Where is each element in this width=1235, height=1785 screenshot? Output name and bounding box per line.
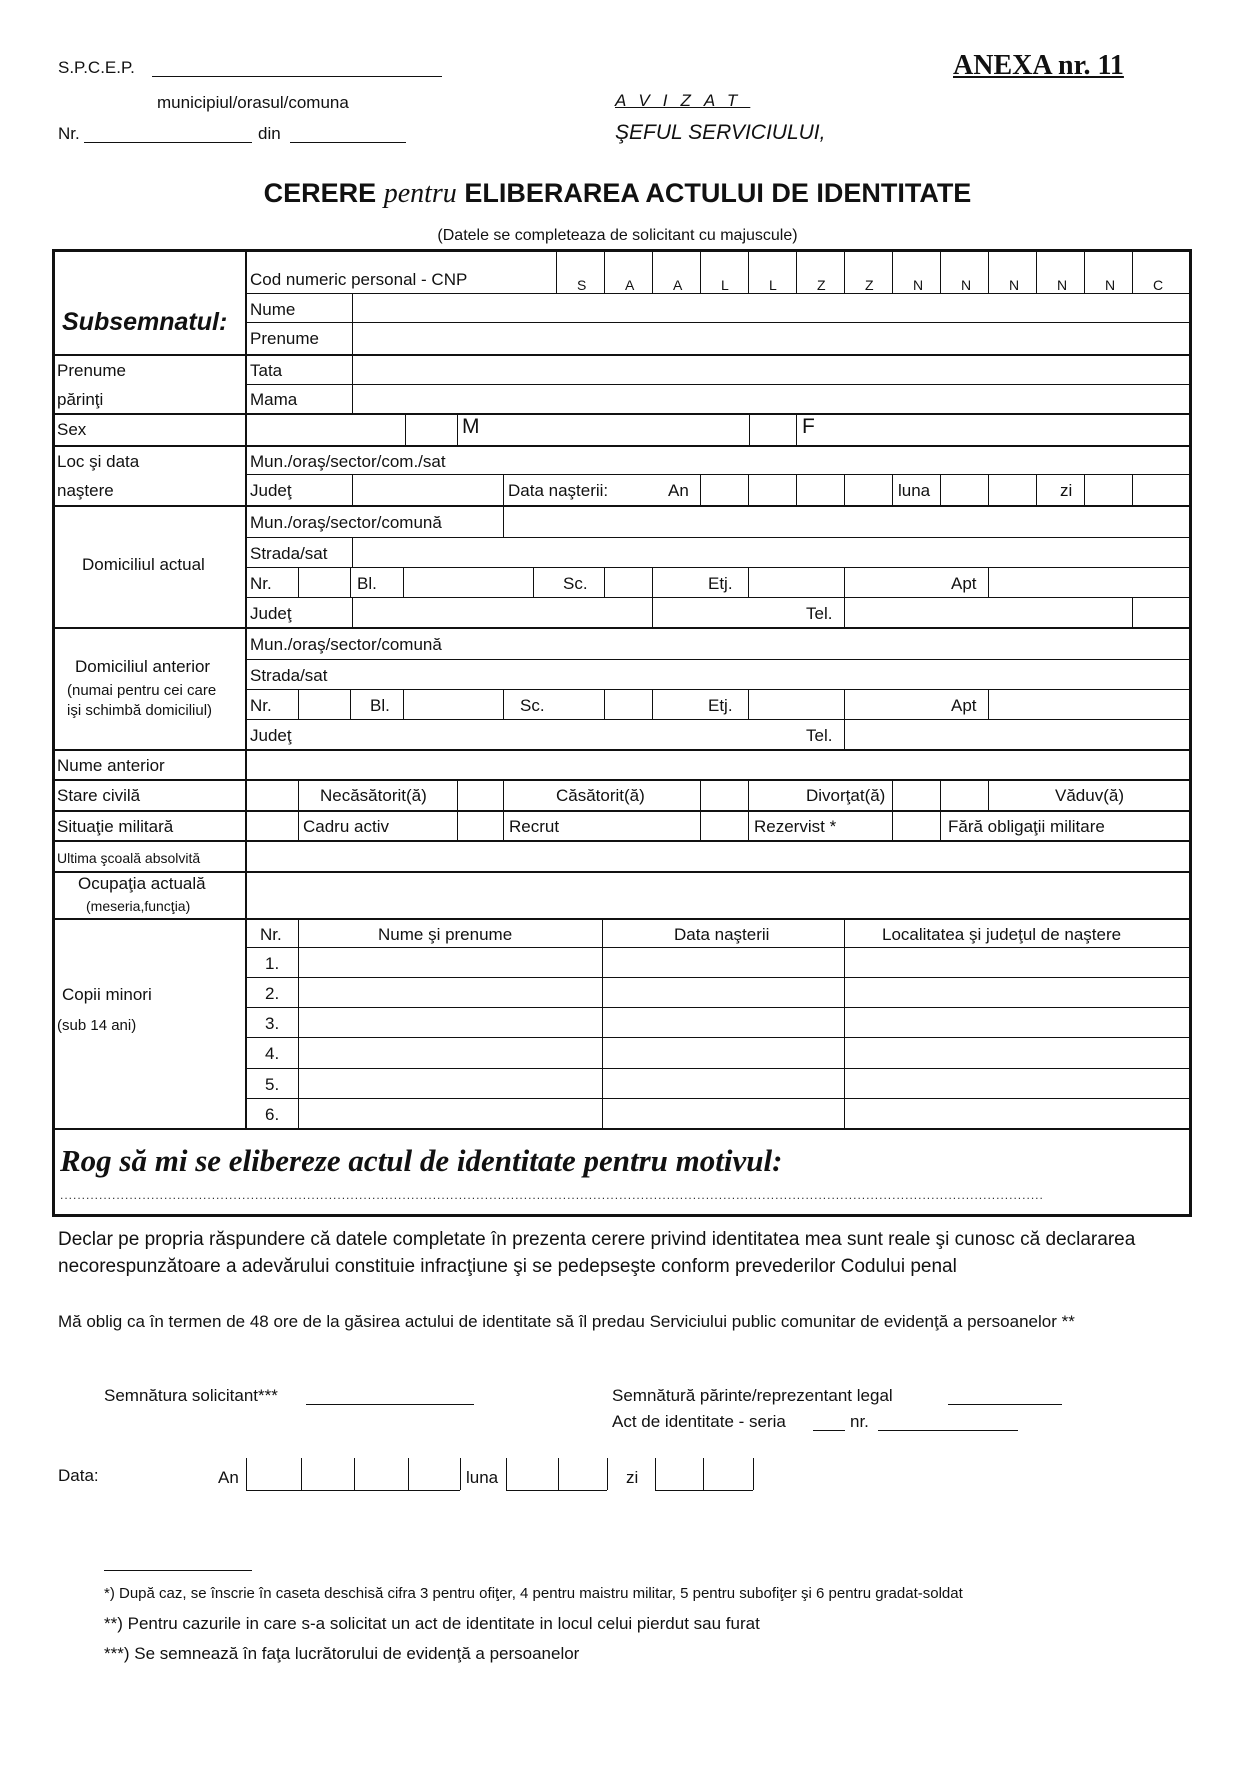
- copii-label-1: Copii minori: [62, 985, 152, 1004]
- prenume-label: Prenume: [250, 329, 319, 348]
- cnp-label: Cod numeric personal - CNP: [250, 270, 468, 289]
- cnp-box-letter[interactable]: Z: [865, 277, 874, 293]
- cnp-box-letter[interactable]: Z: [817, 277, 826, 293]
- dom-actual-tel-label: Tel.: [806, 604, 833, 623]
- data-nasterii-label: Data naşterii:: [508, 481, 609, 500]
- copii-row-nr: 2.: [265, 984, 280, 1003]
- sex-f-option[interactable]: F: [802, 415, 815, 438]
- dom-anterior-apt-label: Apt: [951, 696, 977, 715]
- title-italic: pentru: [383, 178, 457, 209]
- din-field[interactable]: [290, 142, 406, 143]
- domiciliul-anterior-note-1: (numai pentru cei care: [67, 682, 217, 699]
- loc-data-label-1: Loc şi data: [57, 452, 140, 471]
- prenume-parinti-label-2: părinţi: [57, 390, 104, 409]
- tata-label: Tata: [250, 361, 283, 380]
- avizat-label: AVIZAT: [615, 91, 751, 110]
- copii-row-nr: 6.: [265, 1105, 280, 1124]
- sex-label: Sex: [57, 420, 87, 439]
- spcep-field[interactable]: [152, 76, 442, 77]
- act-seria-field[interactable]: [813, 1430, 845, 1431]
- spcep-label: S.P.C.E.P.: [58, 58, 135, 77]
- data-label: Data:: [58, 1466, 99, 1485]
- dom-anterior-mun-label: Mun./oraş/sector/comună: [250, 635, 442, 654]
- cnp-box-letter[interactable]: A: [625, 277, 635, 293]
- cnp-box-letter[interactable]: L: [769, 277, 777, 293]
- data-zi-label: zi: [626, 1468, 639, 1487]
- footnote-2: **) Pentru cazurile in care s-a solicitat un act de identitate in locul celui pierdut sau furat: [104, 1614, 760, 1633]
- dom-actual-bl-label: Bl.: [357, 574, 377, 593]
- cnp-box-letter[interactable]: N: [1105, 277, 1116, 293]
- footnote-divider: [104, 1570, 252, 1571]
- militar-option-cadru[interactable]: Cadru activ: [303, 817, 389, 836]
- cnp-box-letter[interactable]: N: [1009, 277, 1020, 293]
- stare-civila-label: Stare civilă: [57, 786, 141, 805]
- copii-header-nr: Nr.: [260, 925, 282, 944]
- declaratie-text: Declar pe propria răspundere că datele completate în prezenta cerere privind identitatea mea sunt reale şi cunosc că declararea necorespunzătoare a adevărului constituie infracţiune şi se pedepseşte conform prevederilor Codului penal: [58, 1229, 1136, 1277]
- dom-anterior-nr-label: Nr.: [250, 696, 272, 715]
- act-identitate-label: Act de identitate - seria: [612, 1412, 786, 1431]
- page-subtitle: (Datele se completeaza de solicitant cu majuscule): [437, 227, 798, 244]
- copii-row-nr: 3.: [265, 1014, 280, 1033]
- cnp-box-letter[interactable]: C: [1153, 277, 1164, 293]
- copii-header-data: Data naşterii: [674, 925, 770, 944]
- nr-label: Nr.: [58, 124, 80, 143]
- cnp-box-letter[interactable]: S: [577, 277, 587, 293]
- stare-option-necasatorit[interactable]: Necăsătorit(ă): [320, 786, 427, 805]
- form-table: [52, 249, 1192, 1217]
- semnatura-parinte-label: Semnătură părinte/reprezentant legal: [612, 1386, 893, 1405]
- nr-field[interactable]: [84, 142, 252, 143]
- cnp-box-letter[interactable]: N: [961, 277, 972, 293]
- militar-option-fara[interactable]: Fără obligaţii militare: [948, 817, 1105, 836]
- dom-anterior-tel-label: Tel.: [806, 726, 833, 745]
- din-label: din: [258, 124, 281, 143]
- dom-anterior-judet-label: Judeţ: [250, 726, 292, 745]
- title-part1: CERERE: [263, 178, 377, 208]
- semnatura-solicitant-field[interactable]: [306, 1404, 474, 1405]
- annex-number: ANEXA nr. 11: [953, 50, 1124, 81]
- cnp-box-letter[interactable]: L: [721, 277, 729, 293]
- dom-actual-mun-label: Mun./oraş/sector/comună: [250, 513, 442, 532]
- domiciliul-anterior-label: Domiciliul anterior: [75, 657, 211, 676]
- ocupatia-label-1: Ocupaţia actuală: [78, 874, 206, 893]
- ocupatia-label-2: (meseria,funcţia): [86, 898, 191, 914]
- dom-anterior-etj-label: Etj.: [708, 696, 733, 715]
- stare-option-vaduv[interactable]: Văduv(ă): [1055, 786, 1124, 805]
- copii-row-nr: 4.: [265, 1044, 280, 1063]
- copii-row-nr: 5.: [265, 1075, 280, 1094]
- nume-label: Nume: [250, 300, 296, 319]
- footnote-1: *) După caz, se înscrie în caseta deschisă cifra 3 pentru ofiţer, 4 pentru maistru militar, 5 pentru subofiţer şi 6 pentru gradat-soldat: [104, 1585, 963, 1602]
- mama-label: Mama: [250, 390, 298, 409]
- obligatie-text: Mă oblig ca în termen de 48 ore de la găsirea actului de identitate să îl predau Serviciului public comunitar de evidenţă a persoanelor **: [58, 1312, 1075, 1331]
- motiv-heading: Rog să mi se elibereze actul de identitate pentru motivul:: [60, 1143, 783, 1178]
- sef-serviciu-label: ŞEFUL SERVICIULUI,: [615, 121, 826, 144]
- semnatura-parinte-field[interactable]: [948, 1404, 1062, 1405]
- dom-anterior-sc-label: Sc.: [520, 696, 545, 715]
- luna-label: luna: [898, 481, 931, 500]
- dom-anterior-bl-label: Bl.: [370, 696, 390, 715]
- motiv-field[interactable]: ...................................................................................................................................................................................................................................: [60, 1188, 1044, 1202]
- judet-nastere-label: Judeţ: [250, 481, 292, 500]
- dom-actual-etj-label: Etj.: [708, 574, 733, 593]
- page-title: [0, 178, 1235, 210]
- copii-header-nume: Nume şi prenume: [378, 925, 513, 944]
- copii-row-nr: 1.: [265, 954, 280, 973]
- loc-data-label-2: naştere: [57, 481, 114, 500]
- dom-anterior-strada-label: Strada/sat: [250, 666, 328, 685]
- municipiu-label: municipiul/orasul/comuna: [157, 93, 349, 112]
- act-nr-field[interactable]: [878, 1430, 1018, 1431]
- stare-option-casatorit[interactable]: Căsătorit(ă): [556, 786, 645, 805]
- dom-actual-judet-label: Judeţ: [250, 604, 292, 623]
- copii-label-2: (sub 14 ani): [57, 1017, 137, 1034]
- data-luna-label: luna: [466, 1468, 499, 1487]
- militar-option-rezervist[interactable]: Rezervist *: [754, 817, 837, 836]
- dom-actual-strada-label: Strada/sat: [250, 544, 328, 563]
- stare-option-divortat[interactable]: Divorţat(ă): [806, 786, 886, 805]
- footnote-3: ***) Se semnează în faţa lucrătorului de evidenţă a persoanelor: [104, 1644, 580, 1663]
- mun-oras-sat-label: Mun./oraş/sector/com./sat: [250, 452, 446, 471]
- subsemnatul-label: Subsemnatul:: [62, 308, 228, 336]
- dom-actual-apt-label: Apt: [951, 574, 977, 593]
- situatie-militara-label: Situaţie militară: [57, 817, 174, 836]
- ultima-scoala-label: Ultima şcoală absolvită: [57, 850, 201, 866]
- data-an-label: An: [218, 1468, 239, 1487]
- domiciliul-actual-label: Domiciliul actual: [82, 555, 205, 574]
- semnatura-solicitant-label: Semnătura solicitant***: [104, 1386, 278, 1405]
- nume-anterior-label: Nume anterior: [57, 756, 165, 775]
- title-part2: ELIBERAREA ACTULUI DE IDENTITATE: [464, 178, 972, 208]
- cnp-box-letter[interactable]: N: [1057, 277, 1068, 293]
- cnp-box-letter[interactable]: A: [673, 277, 683, 293]
- copii-header-localitate: Localitatea şi judeţul de naştere: [882, 925, 1122, 944]
- cnp-box-letter[interactable]: N: [913, 277, 924, 293]
- an-label: An: [668, 481, 689, 500]
- prenume-parinti-label-1: Prenume: [57, 361, 126, 380]
- act-nr-label: nr.: [850, 1412, 869, 1431]
- militar-option-recrut[interactable]: Recrut: [509, 817, 560, 836]
- dom-actual-sc-label: Sc.: [563, 574, 588, 593]
- domiciliul-anterior-note-2: işi schimbă domiciliul): [67, 702, 213, 719]
- sex-m-option[interactable]: M: [462, 415, 480, 438]
- zi-label: zi: [1060, 481, 1073, 500]
- dom-actual-nr-label: Nr.: [250, 574, 272, 593]
